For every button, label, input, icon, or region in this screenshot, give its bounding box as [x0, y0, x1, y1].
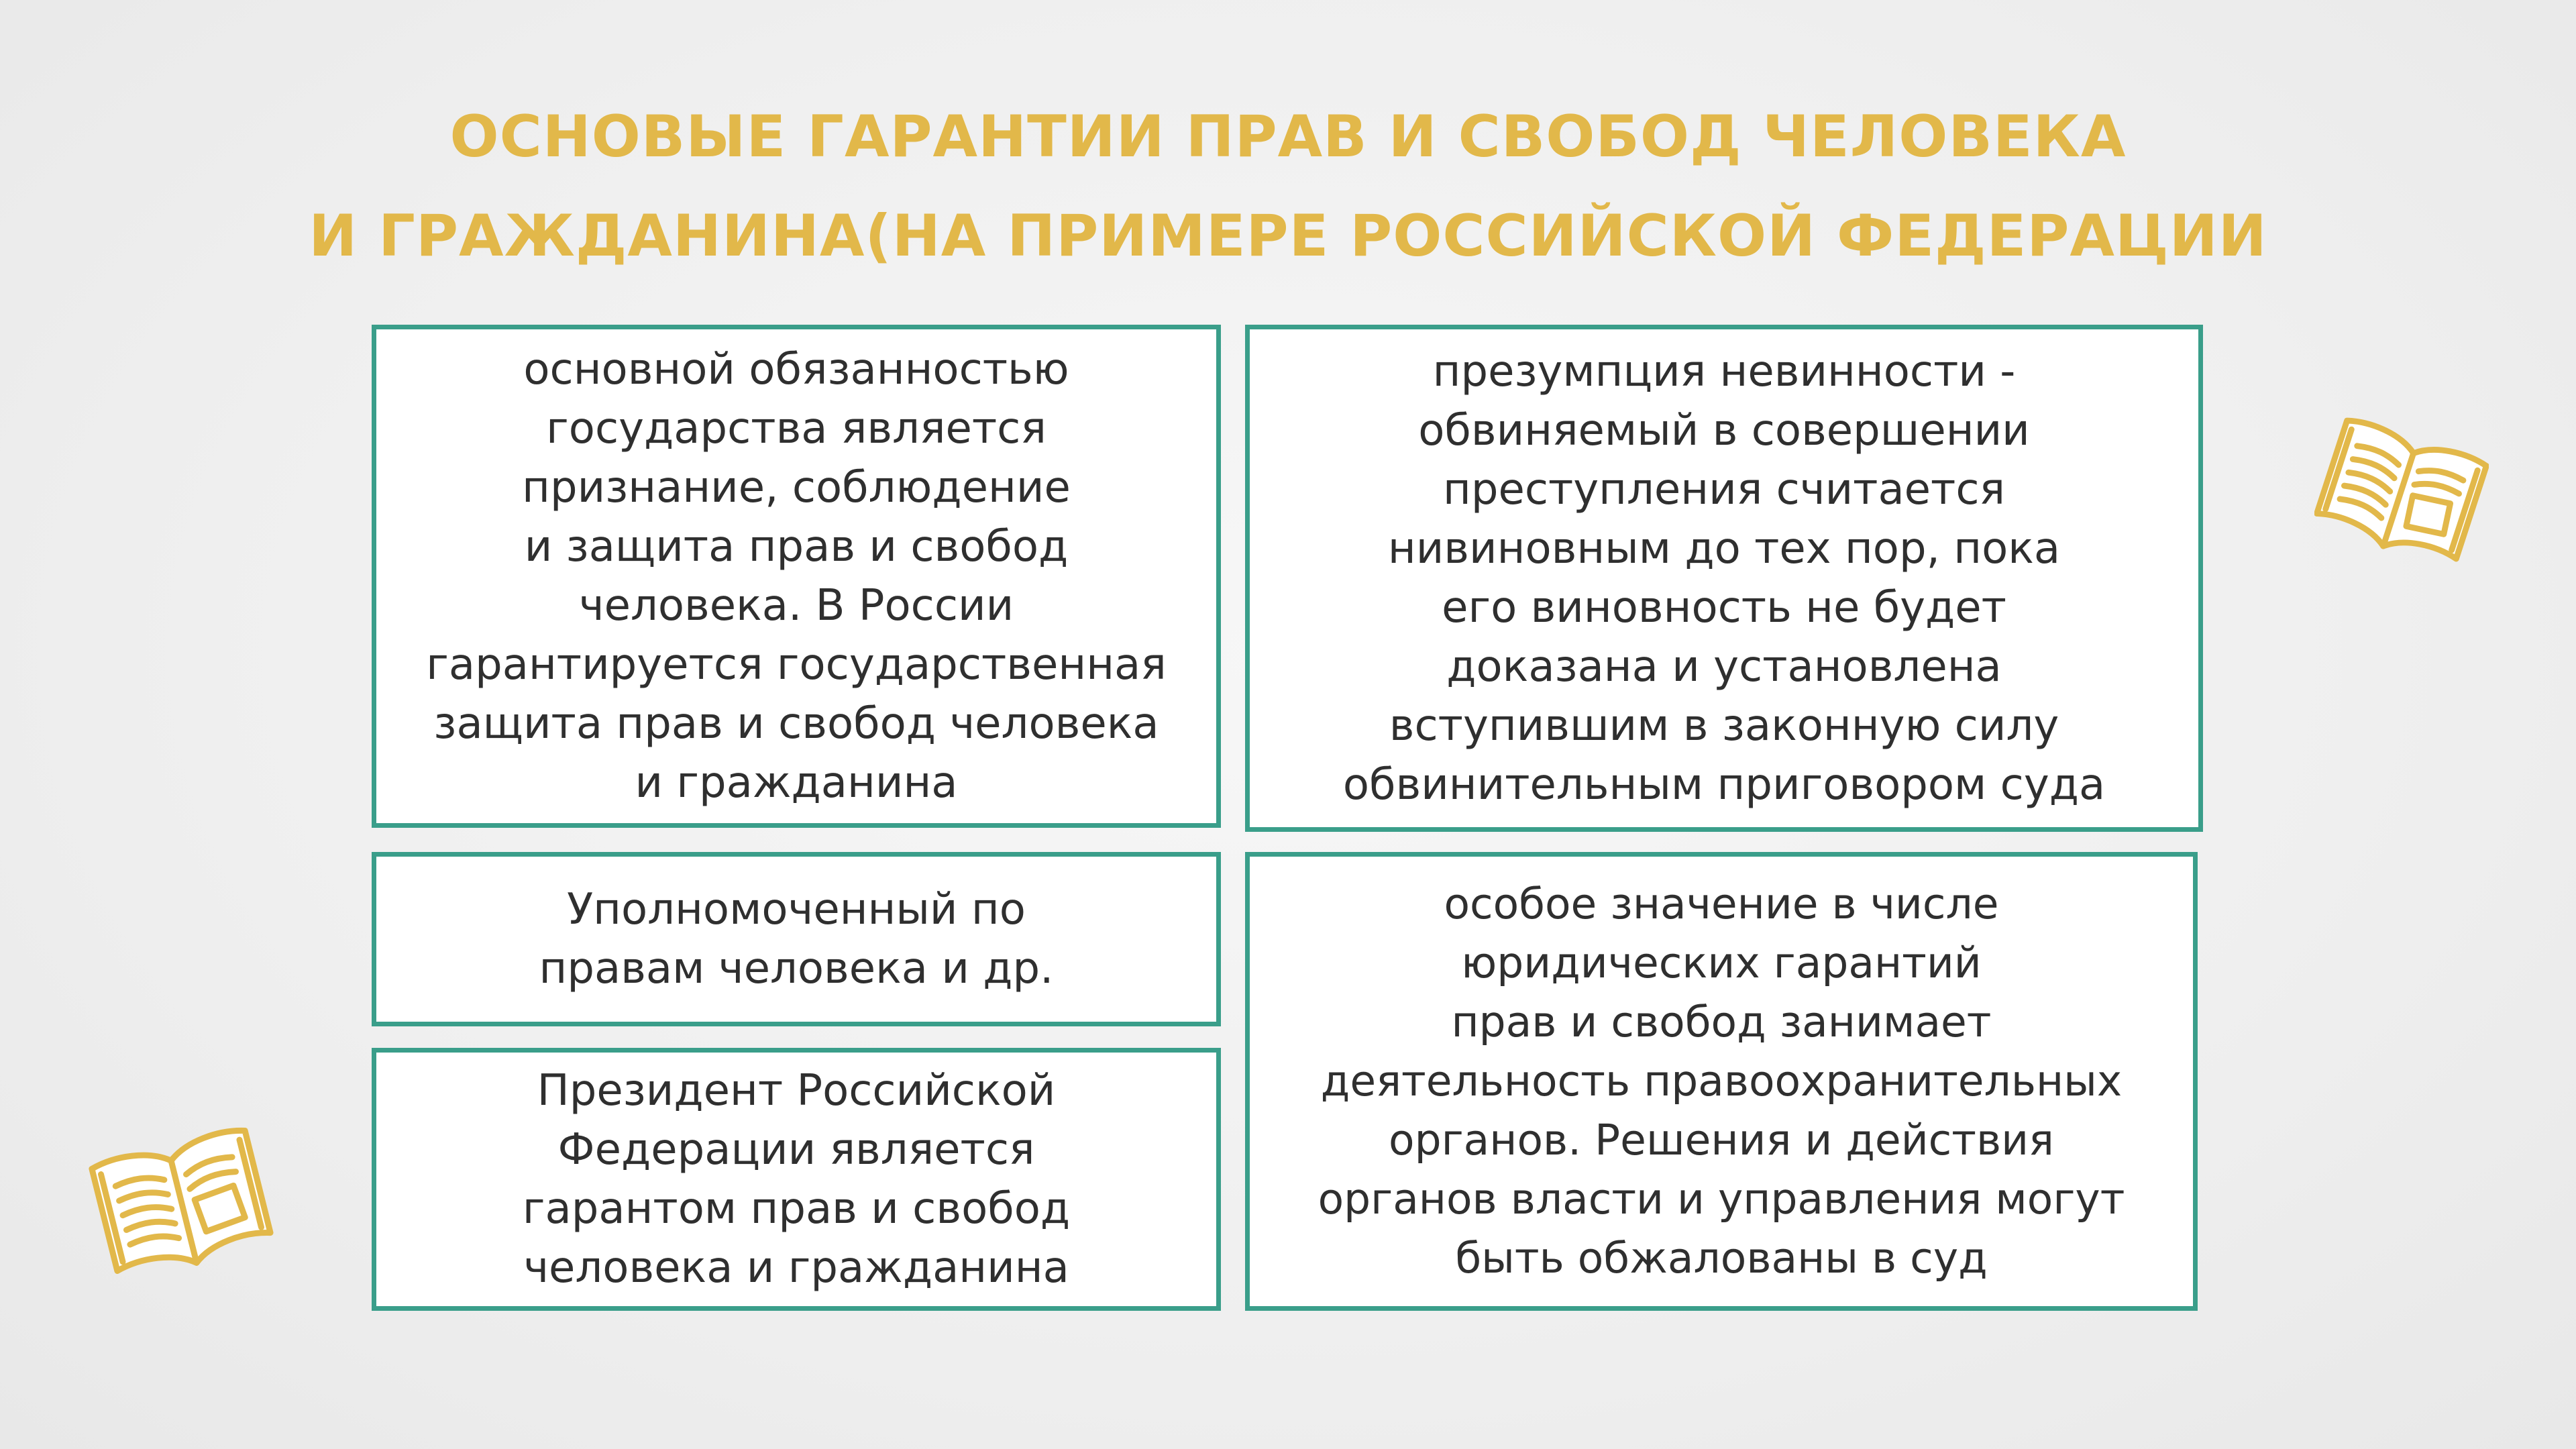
president-box — [372, 1048, 1221, 1311]
state-duty-box — [372, 325, 1221, 828]
ombudsman-box — [372, 852, 1221, 1026]
open-book-icon — [87, 1107, 275, 1295]
page-title-line-1: ОСНОВЫЕ ГАРАНТИИ ПРАВ И СВОБОД ЧЕЛОВЕКА — [449, 103, 2127, 170]
law-enforcement-text: особое значение в числе юридических гарантий прав и свобод занимает деятельность правоохранительных органов. Решения и действия органов власти и управления могут быть обжалованы в суд — [1318, 879, 2125, 1283]
presumption-of-innocence-text: презумпция невинности - обвиняемый в совершении преступления считается нивиновным до тех пор, пока его виновность не будет доказана и установлена вступившим в законную силу обвинительным приговором суда — [1342, 347, 2106, 810]
open-book-icon — [2314, 402, 2489, 577]
state-duty-text: основной обязанностью государства является признание, соблюдение и защита прав и свобод человека. В России гарантируется государственная защита прав и свобод человека и гражданина — [426, 345, 1167, 808]
law-enforcement-box — [1245, 852, 2198, 1311]
president-text: Президент Российской Федерации является гарантом прав и свобод человека и гражданина — [522, 1066, 1071, 1293]
presumption-of-innocence-box — [1245, 325, 2203, 832]
ombudsman-text: Уполномоченный по правам человека и др. — [539, 885, 1054, 994]
page-title — [0, 87, 2576, 286]
page-title-line-2: И ГРАЖДАНИНА(НА ПРИМЕРЕ РОССИЙСКОЙ ФЕДЕРАЦИИ — [309, 203, 2267, 270]
